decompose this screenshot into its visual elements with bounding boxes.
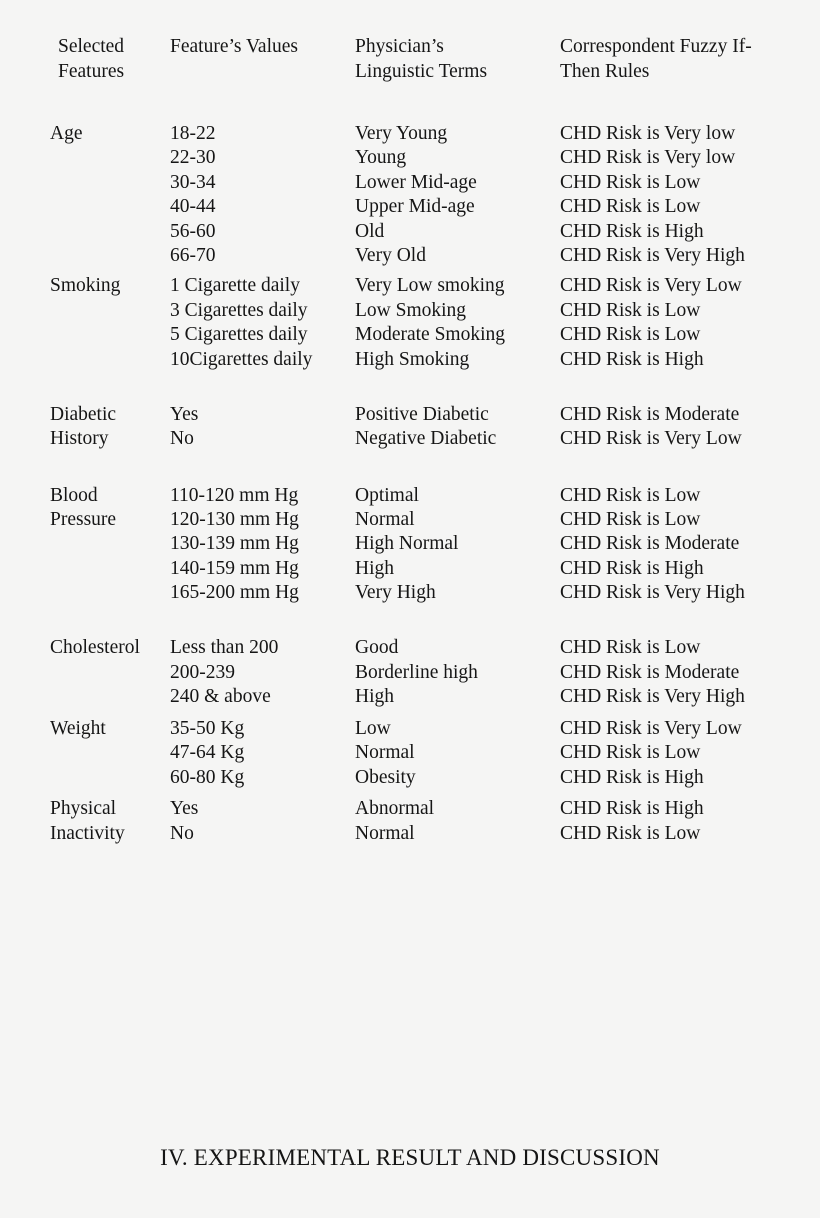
cell-line: Normal: [355, 822, 415, 844]
header-fuzzy-rules: Correspondent Fuzzy If- Then Rules: [550, 26, 775, 116]
fuzzy-rules-cell: [550, 791, 775, 876]
cell-line: Low Smoking: [355, 299, 467, 321]
cell-line: CHD Risk is Very Low: [560, 717, 742, 739]
cell-line: High Smoking: [355, 348, 470, 370]
cell-line: CHD Risk is Low: [560, 196, 701, 218]
feature-values-cell: [160, 711, 345, 791]
cell-line: CHD Risk is High: [560, 348, 704, 370]
cell-line: 140-159 mm Hg: [170, 557, 299, 579]
feature-name-cell: Blood Pressure: [44, 478, 160, 631]
cell-line: CHD Risk is Low: [560, 324, 701, 346]
feature-name-cell: Smoking: [44, 268, 160, 396]
cell-line: CHD Risk is Very High: [560, 582, 745, 604]
cell-line: 40-44: [170, 196, 216, 218]
cell-line: Normal: [355, 742, 415, 764]
cell-line: CHD Risk is High: [560, 220, 704, 242]
cell-line: Old: [355, 220, 385, 242]
cell-line: CHD Risk is Very low: [560, 123, 736, 144]
feature-name-cell: Diabetic History: [44, 397, 160, 478]
cell-line: 200-239: [170, 661, 235, 683]
table-row: [44, 630, 775, 710]
feature-values-cell: [160, 116, 345, 268]
feature-values-cell: [160, 630, 345, 710]
cell-spacer: [50, 661, 160, 711]
cell-line: CHD Risk is Low: [560, 637, 701, 659]
linguistic-terms-cell: [345, 116, 550, 268]
feature-values-cell: [160, 478, 345, 631]
linguistic-terms-cell: [345, 478, 550, 631]
cell-spacer: [560, 84, 775, 116]
table-row: [44, 711, 775, 791]
cell-line: 5 Cigarettes daily: [170, 324, 308, 346]
cell-line: 10Cigarettes daily: [170, 348, 313, 370]
cell-spacer: [355, 84, 550, 116]
cell-line: Abnormal: [355, 798, 435, 820]
fuzzy-rules-table: [44, 26, 775, 876]
cell-line: Normal: [355, 509, 415, 531]
header-linguistic-terms: Physician’s Linguistic Terms: [345, 26, 550, 116]
cell-line: Very Low smoking: [355, 275, 505, 297]
cell-line: 110-120 mm Hg: [170, 484, 299, 506]
cell-line: Lower Mid-age: [355, 171, 477, 193]
cell-line: 1 Cigarette daily: [170, 275, 300, 297]
cell-line: Upper Mid-age: [355, 196, 475, 218]
cell-line: No: [170, 428, 194, 450]
cell-line: CHD Risk is High: [560, 557, 704, 579]
cell-line: 66-70: [170, 245, 216, 267]
cell-line: High: [355, 686, 394, 708]
cell-line: 60-80 Kg: [170, 766, 245, 788]
cell-line: CHD Risk is Very Low: [560, 428, 742, 450]
table-row: [44, 791, 775, 876]
linguistic-terms-cell: [345, 268, 550, 396]
fuzzy-rules-cell: [550, 397, 775, 478]
cell-line: Good: [355, 637, 399, 659]
cell-spacer: [50, 452, 160, 478]
linguistic-terms-cell: [345, 397, 550, 478]
cell-line: CHD Risk is Low: [560, 742, 701, 764]
cell-line: No: [170, 822, 194, 844]
cell-line: CHD Risk is Low: [560, 484, 701, 506]
fuzzy-rules-cell: [550, 116, 775, 268]
cell-line: CHD Risk is Very High: [560, 245, 745, 267]
cell-line: CHD Risk is Very Low: [560, 275, 742, 297]
cell-spacer: [50, 741, 160, 791]
cell-line: 47-64 Kg: [170, 742, 245, 764]
cell-line: Yes: [170, 798, 199, 820]
cell-line: CHD Risk is Low: [560, 509, 701, 531]
fuzzy-rules-cell: [550, 268, 775, 396]
cell-line: 120-130 mm Hg: [170, 509, 299, 531]
feature-name-cell: Weight: [44, 711, 160, 791]
cell-line: CHD Risk is Moderate: [560, 403, 740, 425]
cell-line: CHD Risk is Very High: [560, 686, 745, 708]
cell-line: Borderline high: [355, 661, 478, 683]
feature-name-cell: Age: [44, 116, 160, 268]
cell-line: High Normal: [355, 533, 459, 555]
cell-line: CHD Risk is Moderate: [560, 661, 740, 683]
feature-name-cell: Physical Inactivity: [44, 791, 160, 876]
table-header-row: [44, 26, 775, 116]
cell-line: Moderate Smoking: [355, 324, 506, 346]
cell-line: Optimal: [355, 484, 419, 506]
header-selected-features: Selected Features: [44, 26, 160, 116]
cell-line: CHD Risk is Low: [560, 171, 701, 193]
cell-line: 3 Cigarettes daily: [170, 299, 308, 321]
cell-spacer: [50, 532, 160, 630]
fuzzy-rules-cell: [550, 630, 775, 710]
cell-line: Positive Diabetic: [355, 403, 489, 425]
cell-spacer: [50, 299, 160, 397]
cell-line: 130-139 mm Hg: [170, 533, 299, 555]
cell-line: Negative Diabetic: [355, 428, 497, 450]
cell-line: Low: [355, 717, 391, 739]
cell-line: High: [355, 557, 394, 579]
cell-line: 240 & above: [170, 686, 271, 708]
fuzzy-rules-cell: [550, 711, 775, 791]
cell-line: CHD Risk is Moderate: [560, 533, 740, 555]
table-row: [44, 268, 775, 396]
section-caption: IV. EXPERIMENTAL RESULT AND DISCUSSION: [160, 1145, 660, 1170]
cell-line: 30-34: [170, 171, 216, 193]
feature-values-cell: [160, 791, 345, 876]
cell-spacer: [50, 146, 160, 244]
cell-line: CHD Risk is High: [560, 766, 704, 788]
cell-line: 18-22: [170, 123, 216, 144]
table-row: [44, 478, 775, 631]
cell-line: 56-60: [170, 220, 216, 242]
table-row: [44, 116, 775, 268]
cell-line: Very High: [355, 582, 436, 604]
cell-spacer: [170, 59, 345, 91]
cell-line: Yes: [170, 403, 199, 425]
header-feature-values: Feature’s Values: [160, 26, 345, 116]
cell-line: 22-30: [170, 147, 216, 169]
cell-line: CHD Risk is Low: [560, 822, 701, 844]
cell-spacer: [58, 84, 160, 116]
cell-line: Very Young: [355, 123, 448, 144]
feature-values-cell: [160, 397, 345, 478]
cell-line: 35-50 Kg: [170, 717, 245, 739]
cell-line: Obesity: [355, 766, 416, 788]
cell-spacer: [50, 846, 160, 876]
cell-line: CHD Risk is Low: [560, 299, 701, 321]
cell-line: CHD Risk is Very low: [560, 147, 736, 169]
cell-line: Less than 200: [170, 637, 279, 659]
feature-name-cell: Cholesterol: [44, 630, 160, 710]
cell-line: Young: [355, 147, 407, 169]
fuzzy-rules-cell: [550, 478, 775, 631]
linguistic-terms-cell: [345, 630, 550, 710]
cell-line: CHD Risk is High: [560, 798, 704, 820]
cell-line: Very Old: [355, 245, 426, 267]
linguistic-terms-cell: [345, 791, 550, 876]
linguistic-terms-cell: [345, 711, 550, 791]
table-row: [44, 397, 775, 478]
feature-values-cell: [160, 268, 345, 396]
cell-line: 165-200 mm Hg: [170, 582, 299, 604]
